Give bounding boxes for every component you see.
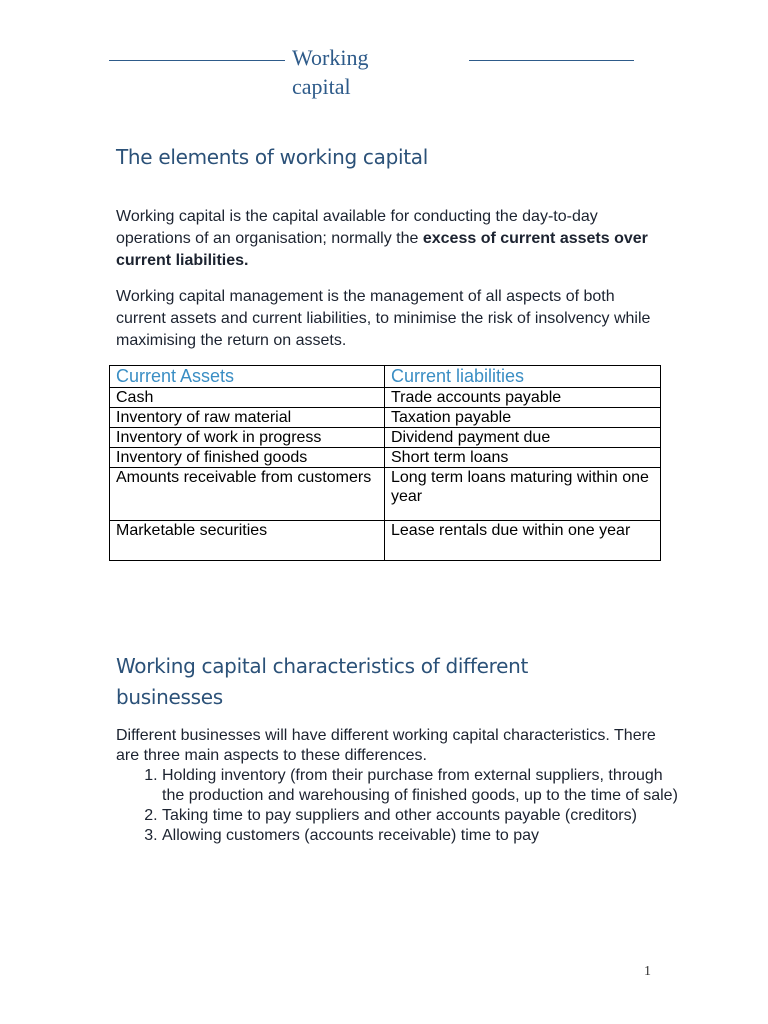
- table-cell: Marketable securities: [110, 521, 385, 561]
- table-cell: Amounts receivable from customers: [110, 468, 385, 521]
- table-row: [110, 428, 661, 448]
- table-cell: Short term loans: [385, 448, 661, 468]
- table-row: [110, 448, 661, 468]
- table-cell: Cash: [110, 388, 385, 408]
- header-title: Working capital: [292, 45, 369, 99]
- column-header-liabilities: Current liabilities: [385, 366, 661, 388]
- table-cell: Inventory of work in progress: [110, 428, 385, 448]
- table-header-row: [110, 366, 661, 388]
- column-header-assets: Current Assets: [110, 366, 385, 388]
- header-rule-left: [109, 60, 285, 61]
- header-rule-right: [469, 60, 634, 61]
- list-item: 3. Allowing customers (accounts receivable) time to pay: [162, 826, 682, 846]
- paragraph-definition: [116, 206, 656, 272]
- table-cell: Long term loans maturing within one year: [385, 468, 661, 521]
- table-cell: Trade accounts payable: [385, 388, 661, 408]
- section-heading-elements: The elements of working capital: [116, 145, 428, 169]
- table-cell: Dividend payment due: [385, 428, 661, 448]
- table-row: [110, 408, 661, 428]
- section-heading-characteristics: Working capital characteristics of different businesses: [116, 654, 529, 709]
- table-row: [110, 388, 661, 408]
- table-cell: Inventory of raw material: [110, 408, 385, 428]
- table-cell: Inventory of finished goods: [110, 448, 385, 468]
- definition-emphasis: excess of current assets over current liabilities.: [116, 230, 648, 269]
- paragraph-intro: Different businesses will have different working capital characteristics. There are three main aspects to these differences.: [116, 727, 656, 764]
- paragraph-management: Working capital management is the management of all aspects of both current assets and current liabilities, to minimise the risk of insolvency while maximising the return on assets.: [116, 288, 651, 349]
- page-number: 1: [644, 964, 651, 979]
- list-item: 2. Taking time to pay suppliers and other accounts payable (creditors): [162, 806, 682, 826]
- table-row: [110, 521, 661, 561]
- list-item: 1. Holding inventory (from their purchase from external suppliers, through the production and warehousing of finished goods, up to the time of sale): [162, 766, 682, 806]
- aspects-list: [116, 766, 682, 846]
- table-row: [110, 468, 661, 521]
- working-capital-table: [109, 365, 661, 561]
- table-cell: Lease rentals due within one year: [385, 521, 661, 561]
- definition-text: Working capital is the capital available for conducting the day-to-day operations of an organisation; normally the: [116, 208, 598, 247]
- table-cell: Taxation payable: [385, 408, 661, 428]
